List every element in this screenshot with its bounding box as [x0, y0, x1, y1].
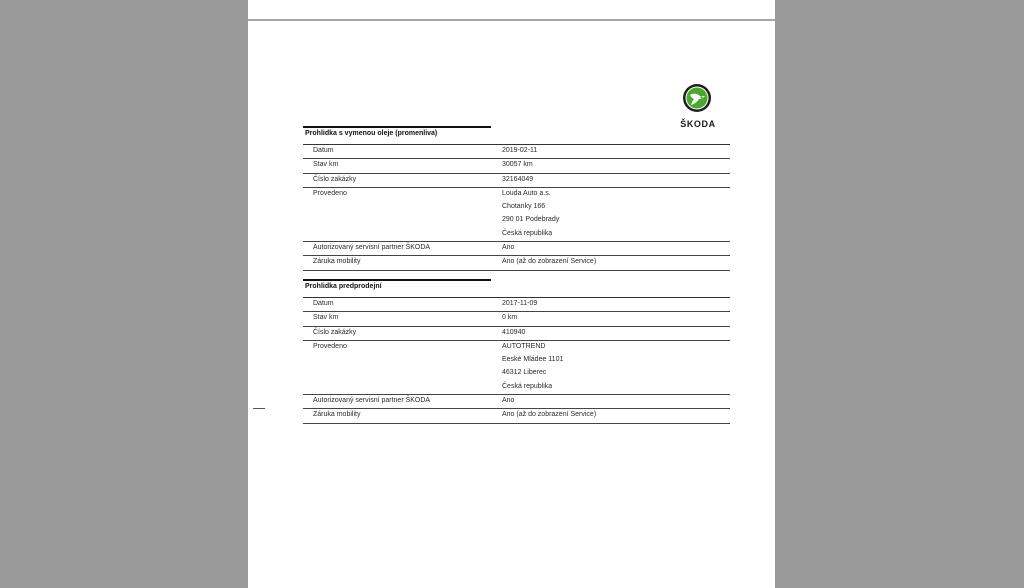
row-value: 0 km: [502, 314, 518, 322]
row-value-line: Česká republika: [502, 382, 553, 390]
section-header: [303, 279, 491, 297]
table-row-cislo-zakazky: [303, 174, 730, 188]
record-table: [303, 297, 730, 424]
table-row-zaruka-mobility: [303, 409, 730, 423]
table-row-provedeno: [303, 341, 730, 395]
margin-marker: [253, 408, 265, 409]
table-row-stav-km: [303, 159, 730, 173]
skoda-winged-arrow-icon: [682, 83, 712, 113]
row-value-line: Česká republika: [502, 229, 553, 237]
table-row-autorizovany-partner: [303, 395, 730, 409]
row-value: 32164049: [502, 175, 534, 183]
page-separator: [248, 19, 775, 21]
skoda-logo: [675, 83, 721, 131]
service-record-predelivery: [303, 279, 730, 424]
row-label: Provedeno: [313, 342, 347, 350]
row-label: Datum: [313, 300, 334, 307]
row-value-line: 46312 Liberec: [502, 369, 547, 377]
row-value: Ano (až do zobrazení Service): [502, 258, 597, 266]
row-value: 410940: [502, 328, 526, 336]
row-value-line: 290 01 Podebrady: [502, 216, 560, 224]
brand-wordmark: ŠKODA: [680, 119, 716, 129]
table-row-datum: [303, 298, 730, 312]
table-row-zaruka-mobility: [303, 256, 730, 270]
row-value: Ano: [502, 244, 515, 252]
row-label: Záruka mobility: [313, 258, 361, 266]
row-label: Číslo zakázky: [313, 175, 357, 183]
row-value-line: Eeské Mládee 1101: [502, 356, 564, 364]
section-header: [303, 126, 491, 144]
table-row-provedeno: [303, 188, 730, 242]
record-table: [303, 144, 730, 271]
row-value-line: Chotanky 166: [502, 203, 546, 211]
row-value-line: AUTOTREND: [502, 342, 546, 350]
row-value: 30057 km: [502, 161, 533, 169]
document-page: [248, 0, 775, 588]
row-value: 2019-02-11: [502, 147, 538, 154]
row-label: Autorizovaný servisní partner ŠKODA: [313, 244, 431, 252]
table-row-autorizovany-partner: [303, 242, 730, 256]
row-label: Stav km: [313, 314, 339, 322]
service-record-oil-change: [303, 126, 730, 271]
row-label: Číslo zakázky: [313, 328, 357, 336]
row-label: Autorizovaný servisní partner ŠKODA: [313, 397, 431, 405]
row-label: Záruka mobility: [313, 411, 361, 419]
row-value: Ano (až do zobrazení Service): [502, 411, 597, 419]
row-label: Datum: [313, 147, 334, 154]
section-title: Prohlidka s vymenou oleje (promenliva): [305, 130, 438, 137]
row-value-line: Louda Auto a.s.: [502, 189, 551, 197]
table-row-cislo-zakazky: [303, 327, 730, 341]
table-row-datum: [303, 145, 730, 159]
row-label: Stav km: [313, 161, 339, 169]
row-value: 2017-11-09: [502, 300, 538, 307]
row-value: Ano: [502, 397, 515, 405]
table-row-stav-km: [303, 312, 730, 326]
row-label: Provedeno: [313, 189, 347, 197]
section-title: Prohlidka predprodejní: [305, 283, 382, 290]
